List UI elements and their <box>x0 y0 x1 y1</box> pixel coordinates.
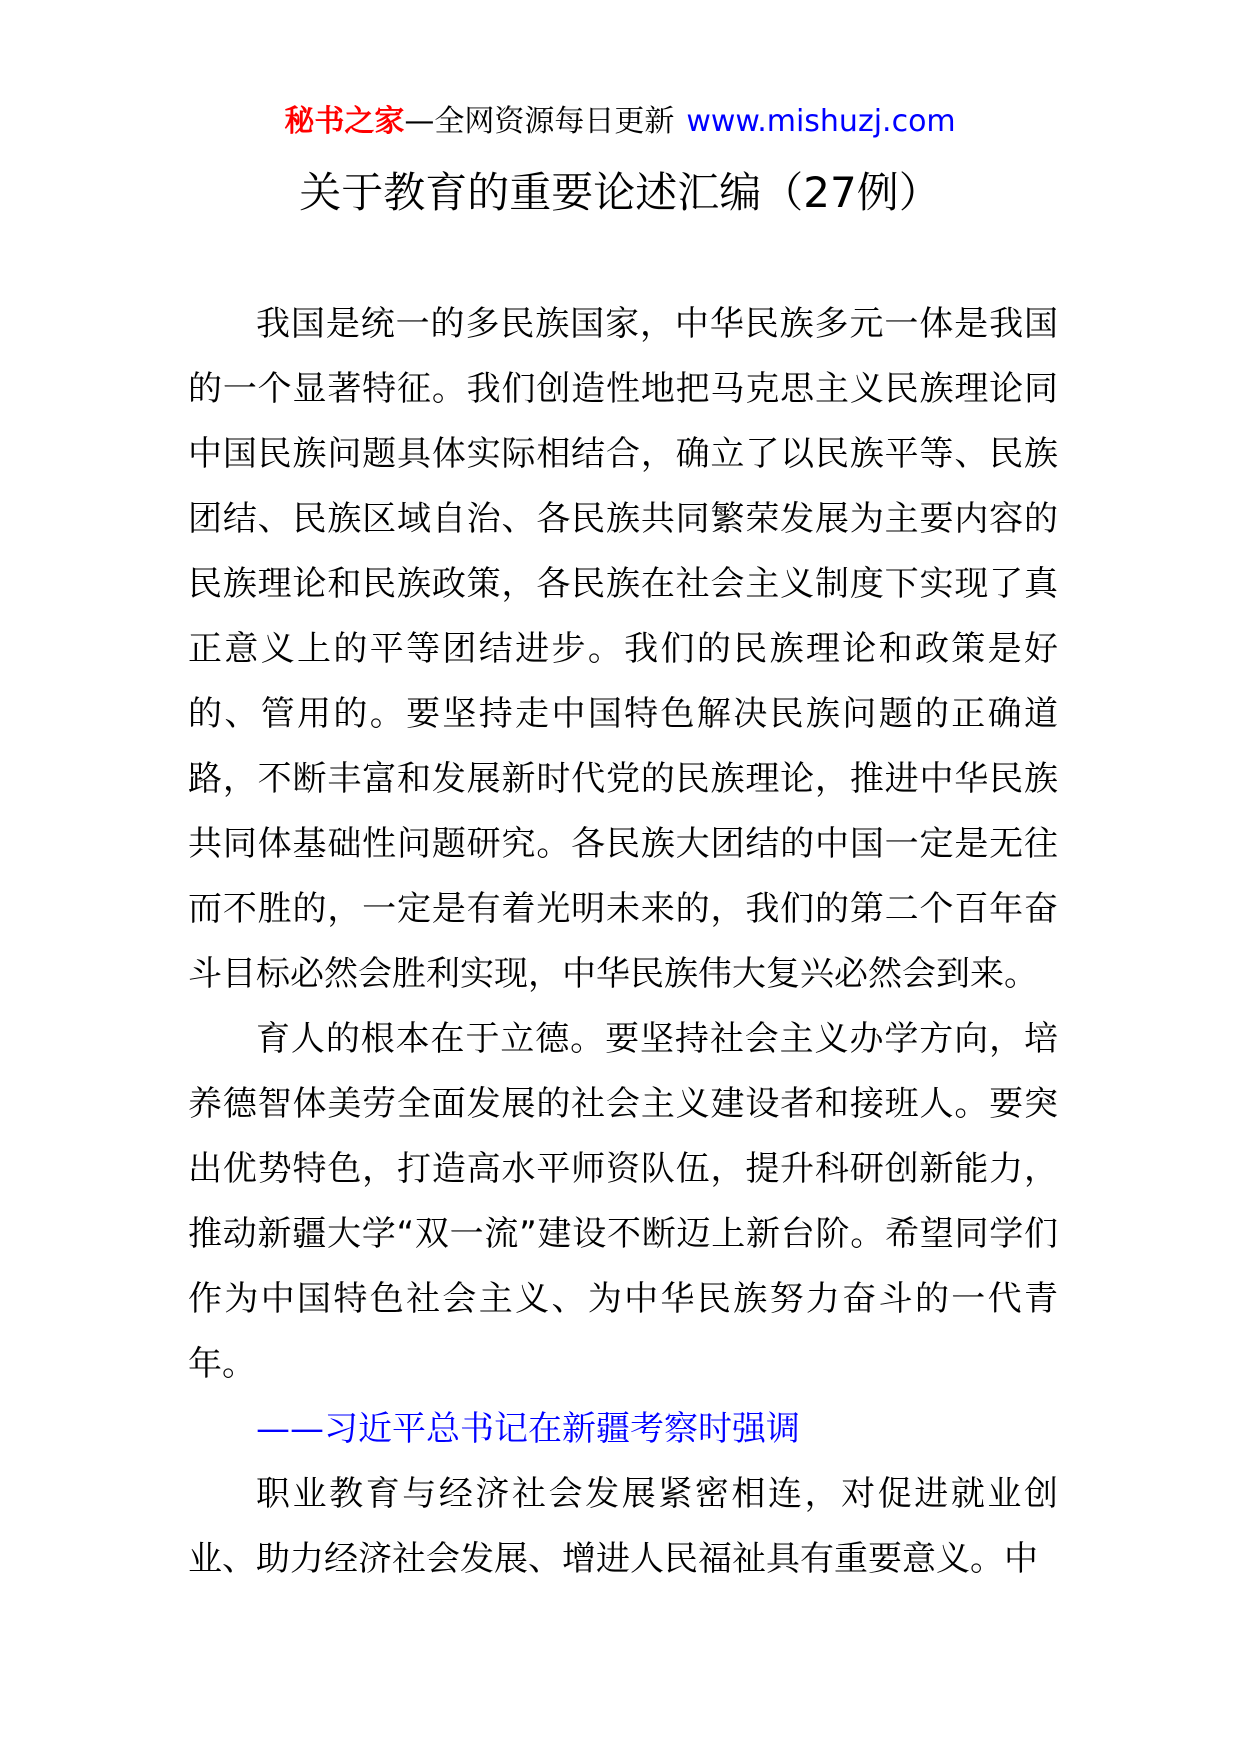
document-body <box>188 292 1058 1592</box>
brand-name: 秘书之家 <box>284 104 405 139</box>
site-header <box>0 102 1240 142</box>
paragraph-moral-education: 育人的根本在于立德。要坚持社会主义办学方向，培养德智体美劳全面发展的社会主义建设者和接班人。要突出优势特色，打造高水平师资队伍，提升科研创新能力，推动新疆大学“双一流”建设不断迈上新台阶。希望同学们作为中国特色社会主义、为中华民族努力奋斗的一代青年。 <box>188 1019 1058 1384</box>
source-attribution: ——习近平总书记在新疆考察时强调 <box>256 1409 800 1449</box>
paragraph-ethnic-unity: 我国是统一的多民族国家，中华民族多元一体是我国的一个显著特征。我们创造性地把马克思主义民族理论同中国民族问题具体实际相结合，确立了以民族平等、民族团结、民族区域自治、各民族共同繁荣发展为主要内容的民族理论和民族政策，各民族在社会主义制度下实现了真正意义上的平等团结进步。我们的民族理论和政策是好的、管用的。要坚持走中国特色解决民族问题的正确道路，不断丰富和发展新时代党的民族理论，推进中华民族共同体基础性问题研究。各民族大团结的中国一定是无往而不胜的，一定是有着光明未来的，我们的第二个百年奋斗目标必然会胜利实现，中华民族伟大复兴必然会到来。 <box>188 304 1058 994</box>
document-title: 关于教育的重要论述汇编（27例） <box>299 168 941 217</box>
site-url-link[interactable]: www.mishuzj.com <box>686 104 956 139</box>
paragraph-vocational-education: 职业教育与经济社会发展紧密相连，对促进就业创业、助力经济社会发展、增进人民福祉具有重要意义。中 <box>188 1474 1058 1579</box>
header-tagline: —全网资源每日更新 <box>404 104 675 139</box>
